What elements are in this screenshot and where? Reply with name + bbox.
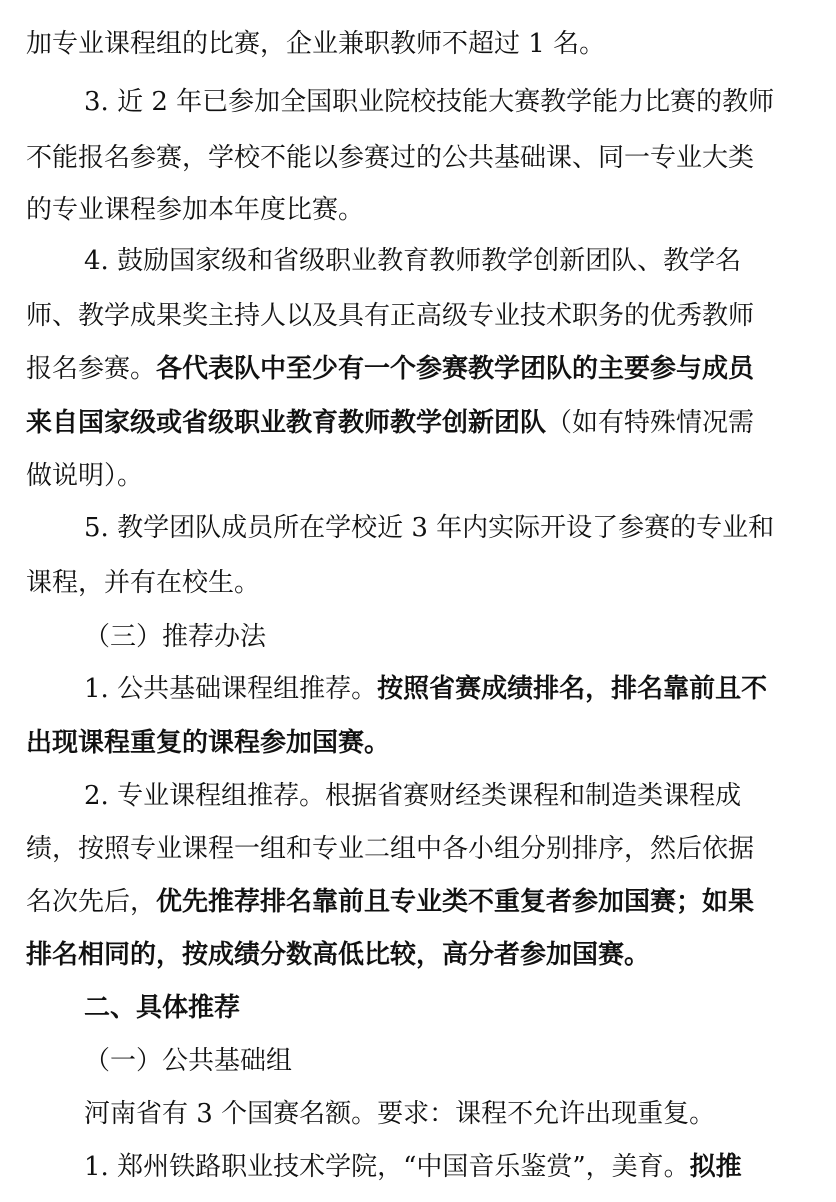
text-line: 5. 教学团队成员所在学校近 3 年内实际开设了参赛的专业和 — [84, 513, 775, 543]
text-line: 1. 郑州铁路职业技术学院，“中国音乐鉴赏”，美育。 拟推 — [84, 1152, 742, 1182]
text-line: 师、教学成果奖主持人以及具有正高级专业技术职务的优秀教师 — [26, 301, 755, 331]
text-line: 绩，按照专业课程一组和专业二组中各小组分别排序，然后依据 — [26, 834, 755, 864]
text-line: 课程，并有在校生。 — [26, 568, 261, 598]
text-line: 3. 近 2 年已参加全国职业院校技能大赛教学能力比赛的教师 — [84, 87, 775, 117]
text-line: 2. 专业课程组推荐。根据省赛财经类课程和制造类课程成 — [84, 781, 742, 811]
section-heading: 二、具体推荐 — [84, 993, 241, 1023]
text-line: 报名参赛。 各代表队中至少有一个参赛教学团队的主要参与成员 — [26, 354, 755, 384]
text-line: 1. 公共基础课程组推荐。 按照省赛成绩排名，排名靠前且不 — [84, 674, 768, 704]
text-line: 不能报名参赛，学校不能以参赛过的公共基础课、同一专业大类 — [26, 143, 755, 173]
section-heading: （三）推荐办法 — [84, 622, 267, 652]
text-line: 来自国家级或省级职业教育教师教学创新团队 （如有特殊情况需 — [26, 408, 755, 438]
section-heading: （一）公共基础组 — [84, 1046, 293, 1076]
text-line: 加专业课程组的比赛，企业兼职教师不超过 1 名。 — [26, 29, 606, 59]
text-line: 做说明）。 — [26, 461, 144, 491]
text-line: 名次先后， 优先推荐排名靠前且专业类不重复者参加国赛；如果 — [26, 887, 755, 917]
text-line: 4. 鼓励国家级和省级职业教育教师教学创新团队、教学名 — [84, 246, 742, 276]
text-line: 排名相同的，按成绩分数高低比较，高分者参加国赛。 — [26, 940, 651, 970]
text-line: 的专业课程参加本年度比赛。 — [26, 195, 365, 225]
text-line: 出现课程重复的课程参加国赛。 — [26, 728, 391, 758]
text-line: 河南省有 3 个国赛名额。要求：课程不允许出现重复。 — [84, 1099, 716, 1129]
